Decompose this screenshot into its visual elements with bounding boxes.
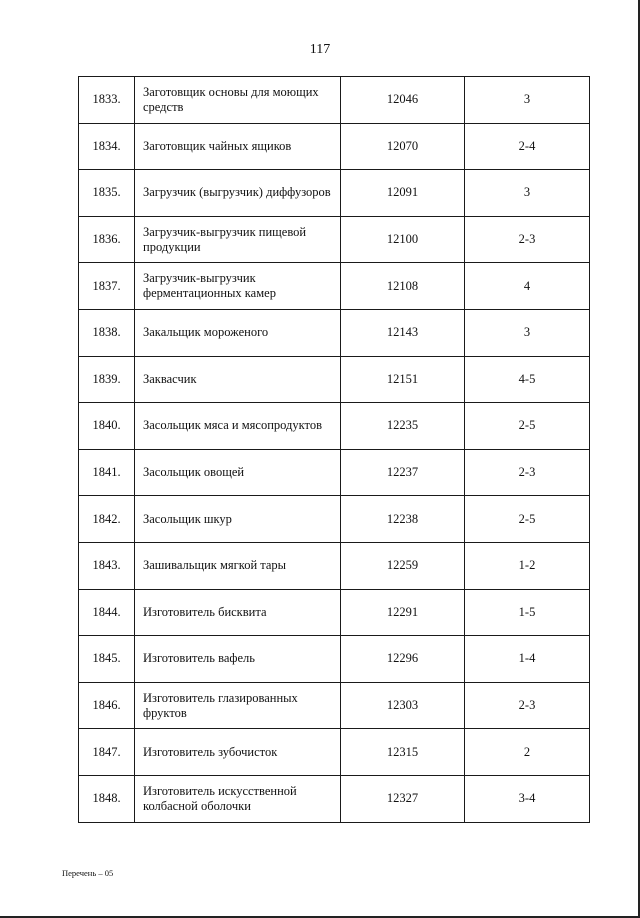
profession-code-cell: 12327 xyxy=(341,775,465,822)
profession-name-cell: Заготовщик чайных ящиков xyxy=(135,123,341,170)
table-row xyxy=(79,542,590,589)
profession-name-cell: Загрузчик (выгрузчик) диффузоров xyxy=(135,170,341,217)
profession-code-cell: 12151 xyxy=(341,356,465,403)
row-number-cell: 1840. xyxy=(79,403,135,450)
profession-code-cell: 12046 xyxy=(341,77,465,124)
class-range-cell: 1-5 xyxy=(465,589,590,636)
row-number-cell: 1839. xyxy=(79,356,135,403)
row-number-cell: 1836. xyxy=(79,216,135,263)
row-number-cell: 1833. xyxy=(79,77,135,124)
class-range-cell: 3-4 xyxy=(465,775,590,822)
class-range-cell: 1-4 xyxy=(465,636,590,683)
profession-name-cell: Зашивальщик мягкой тары xyxy=(135,542,341,589)
row-number-cell: 1845. xyxy=(79,636,135,683)
class-range-cell: 3 xyxy=(465,77,590,124)
row-number-cell: 1846. xyxy=(79,682,135,729)
table-row xyxy=(79,309,590,356)
row-number-cell: 1848. xyxy=(79,775,135,822)
class-range-cell: 4 xyxy=(465,263,590,310)
profession-code-cell: 12143 xyxy=(341,309,465,356)
profession-code-cell: 12235 xyxy=(341,403,465,450)
table-row xyxy=(79,170,590,217)
row-number-cell: 1842. xyxy=(79,496,135,543)
profession-name-cell: Загрузчик-выгрузчик пищевой продукции xyxy=(135,216,341,263)
table-row xyxy=(79,123,590,170)
table-row xyxy=(79,403,590,450)
row-number-cell: 1844. xyxy=(79,589,135,636)
class-range-cell: 2-4 xyxy=(465,123,590,170)
profession-name-cell: Закальщик мороженого xyxy=(135,309,341,356)
row-number-cell: 1841. xyxy=(79,449,135,496)
profession-code-cell: 12091 xyxy=(341,170,465,217)
table-row xyxy=(79,775,590,822)
profession-code-cell: 12291 xyxy=(341,589,465,636)
class-range-cell: 4-5 xyxy=(465,356,590,403)
class-range-cell: 3 xyxy=(465,170,590,217)
table-row xyxy=(79,729,590,776)
table-row xyxy=(79,216,590,263)
table-row xyxy=(79,77,590,124)
table-row xyxy=(79,449,590,496)
class-range-cell: 2-3 xyxy=(465,682,590,729)
page-number: 117 xyxy=(309,42,331,57)
class-range-cell: 2-5 xyxy=(465,496,590,543)
profession-code-cell: 12259 xyxy=(341,542,465,589)
profession-code-cell: 12100 xyxy=(341,216,465,263)
class-range-cell: 2 xyxy=(465,729,590,776)
profession-code-cell: 12303 xyxy=(341,682,465,729)
professions-table xyxy=(78,76,590,823)
table-body xyxy=(79,77,590,823)
profession-name-cell: Засольщик мяса и мясопродуктов xyxy=(135,403,341,450)
profession-code-cell: 12296 xyxy=(341,636,465,683)
profession-code-cell: 12237 xyxy=(341,449,465,496)
profession-name-cell: Заготовщик основы для моющих средств xyxy=(135,77,341,124)
profession-name-cell: Засольщик овощей xyxy=(135,449,341,496)
profession-name-cell: Засольщик шкур xyxy=(135,496,341,543)
row-number-cell: 1837. xyxy=(79,263,135,310)
row-number-cell: 1847. xyxy=(79,729,135,776)
profession-name-cell: Изготовитель зубочисток xyxy=(135,729,341,776)
table-row xyxy=(79,636,590,683)
profession-code-cell: 12108 xyxy=(341,263,465,310)
page-footer: Перечень – 05 xyxy=(62,868,114,878)
class-range-cell: 2-3 xyxy=(465,449,590,496)
row-number-cell: 1834. xyxy=(79,123,135,170)
profession-code-cell: 12070 xyxy=(341,123,465,170)
table-row xyxy=(79,356,590,403)
row-number-cell: 1843. xyxy=(79,542,135,589)
table-row xyxy=(79,263,590,310)
profession-name-cell: Изготовитель бисквита xyxy=(135,589,341,636)
class-range-cell: 1-2 xyxy=(465,542,590,589)
table-row xyxy=(79,682,590,729)
profession-code-cell: 12315 xyxy=(341,729,465,776)
class-range-cell: 3 xyxy=(465,309,590,356)
profession-name-cell: Заквасчик xyxy=(135,356,341,403)
row-number-cell: 1835. xyxy=(79,170,135,217)
profession-name-cell: Изготовитель глазированных фруктов xyxy=(135,682,341,729)
class-range-cell: 2-3 xyxy=(465,216,590,263)
profession-code-cell: 12238 xyxy=(341,496,465,543)
profession-name-cell: Изготовитель вафель xyxy=(135,636,341,683)
profession-name-cell: Загрузчик-выгрузчик ферментационных камер xyxy=(135,263,341,310)
row-number-cell: 1838. xyxy=(79,309,135,356)
table-row xyxy=(79,589,590,636)
profession-name-cell: Изготовитель искусственной колбасной оболочки xyxy=(135,775,341,822)
table-row xyxy=(79,496,590,543)
class-range-cell: 2-5 xyxy=(465,403,590,450)
